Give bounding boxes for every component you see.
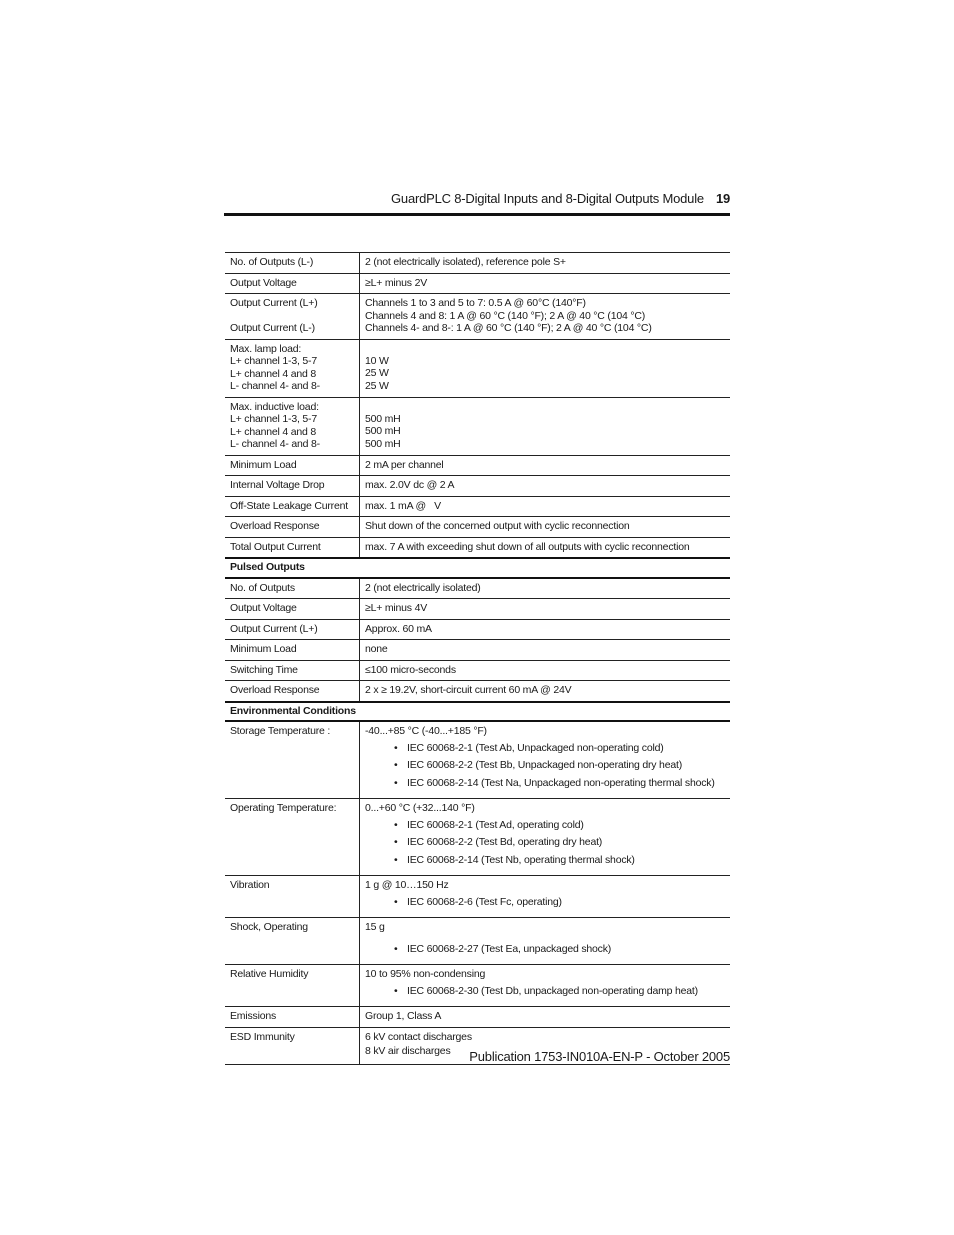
row-label: Operating Temperature: [225,799,360,876]
table-row [225,599,730,620]
row-value [360,799,731,876]
row-label: Storage Temperature : [225,721,360,799]
row-value: ≤100 micro-seconds [360,660,731,681]
row-label: Total Output Current [225,537,360,558]
table-row [225,660,730,681]
value-line: Channels 4 and 8: 1 A @ 60 °C (140 °F); 2 A @ 40 °C (104 °C) [365,309,646,322]
value-line: 10 W [365,354,389,367]
table-row [225,537,730,558]
row-value: Approx. 60 mA [360,619,731,640]
header-title: GuardPLC 8-Digital Inputs and 8-Digital Outputs Module [391,191,704,206]
value-line: 25 W [365,367,389,379]
list-item: • IEC 60068-2-27 (Test Ea, unpackaged shock) [407,943,725,956]
row-label: Output Current (L+) [225,619,360,640]
value-line: 1 g @ 10…150 Hz [365,879,449,891]
table-row [225,455,730,476]
table-row [225,517,730,538]
value-line: 15 g [365,921,385,933]
row-value: 2 mA per channel [360,455,731,476]
section-heading-pulsed [225,558,730,578]
row-value: max. 2.0V dc @ 2 A [360,476,731,497]
row-label: No. of Outputs (L-) [225,253,360,274]
row-label: Switching Time [225,660,360,681]
value-line: 500 mH [365,437,401,450]
list-item: • IEC 60068-2-2 (Test Bd, operating dry heat) [407,836,725,849]
row-label: Overload Response [225,681,360,702]
list-item: • IEC 60068-2-1 (Test Ab, Unpackaged non-operating cold) [407,742,725,755]
label-line: L+ channel 4 and 8 [230,367,317,380]
publication-info: Publication 1753-IN010A-EN-P - October 2005 [469,1049,730,1064]
row-value [360,339,731,397]
list-item: • IEC 60068-2-14 (Test Nb, operating thermal shock) [407,854,725,867]
row-label: Minimum Load [225,455,360,476]
table-row [225,681,730,702]
value-line: Channels 4- and 8-: 1 A @ 60 °C (140 °F); 2 A @ 40 °C (104 °C) [365,322,652,334]
page-footer [224,1049,730,1064]
page-number: 19 [715,191,730,206]
value-line: -40...+85 °C (-40...+185 °F) [365,725,487,737]
table-row [225,619,730,640]
table-row [225,578,730,599]
row-value: 2 (not electrically isolated), reference pole S+ [360,253,731,274]
row-label: No. of Outputs [225,578,360,599]
table-row [225,496,730,517]
row-label: Output Voltage [225,273,360,294]
row-value [360,965,731,1007]
label-line: Max. inductive load: [230,400,319,413]
table-row [225,397,730,455]
label-line: L+ channel 1-3, 5-7 [230,355,317,367]
table-row [225,640,730,661]
table-row [225,965,730,1007]
row-value [360,397,731,455]
list-item: • IEC 60068-2-1 (Test Ad, operating cold) [407,819,725,832]
row-value: 2 (not electrically isolated) [360,578,731,599]
value-line: 0...+60 °C (+32...140 °F) [365,802,475,814]
label-line: Output Current (L+) [230,297,318,309]
label-line: L+ channel 1-3, 5-7 [230,413,317,425]
row-value [360,876,731,918]
table-row [225,476,730,497]
label-line: L+ channel 4 and 8 [230,425,317,438]
row-value: Group 1, Class A [360,1007,731,1028]
table-row [225,294,730,340]
row-value [360,721,731,799]
label-line: L- channel 4- and 8- [230,438,320,450]
row-value: Shut down of the concerned output with cyclic reconnection [360,517,731,538]
row-value: ≥L+ minus 4V [360,599,731,620]
row-label [225,339,360,397]
table-row [225,721,730,799]
table-row [225,876,730,918]
section-title: Pulsed Outputs [225,558,730,578]
value-line: 6 kV contact discharges [365,1030,472,1043]
page-header [224,191,730,206]
row-label [225,294,360,340]
row-value [360,294,731,340]
table-row [225,918,730,965]
bullet-list [365,896,725,909]
list-item: • IEC 60068-2-30 (Test Db, unpackaged non-operating damp heat) [407,985,725,998]
value-line: Channels 1 to 3 and 5 to 7: 0.5 A @ 60°C (140°F) [365,297,586,309]
row-label: Minimum Load [225,640,360,661]
list-item: • IEC 60068-2-2 (Test Bb, Unpackaged non-operating dry heat) [407,759,725,772]
bullet-list [365,742,725,790]
header-rule [224,213,730,216]
row-value: ≥L+ minus 2V [360,273,731,294]
value-line: 10 to 95% non-condensing [365,968,486,980]
label-line: Max. lamp load: [230,342,302,355]
table-row [225,799,730,876]
bullet-list [365,985,725,998]
row-value: 2 x ≥ 19.2V, short-circuit current 60 mA @ 24V [360,681,731,702]
row-value [360,918,731,965]
value-line: 25 W [365,379,389,392]
row-label: Off-State Leakage Current [225,496,360,517]
label-line: Output Current (L-) [230,321,315,334]
row-label: Internal Voltage Drop [225,476,360,497]
bullet-list [365,819,725,867]
row-label: Shock, Operating [225,918,360,965]
row-value: max. 1 mA @ V [360,496,731,517]
section-heading-environmental [225,702,730,722]
list-item: • IEC 60068-2-14 (Test Na, Unpackaged non-operating thermal shock) [407,777,725,790]
bullet-list [365,943,725,956]
label-line: L- channel 4- and 8- [230,380,320,392]
row-label: Emissions [225,1007,360,1028]
section-title: Environmental Conditions [225,702,730,722]
table-row [225,253,730,274]
row-value: max. 7 A with exceeding shut down of all outputs with cyclic reconnection [360,537,731,558]
row-value: none [360,640,731,661]
list-item: • IEC 60068-2-6 (Test Fc, operating) [407,896,725,909]
value-line: 500 mH [365,425,401,437]
value-line: 500 mH [365,412,401,425]
row-label: Output Voltage [225,599,360,620]
table-row [225,339,730,397]
row-label [225,397,360,455]
row-label: Vibration [225,876,360,918]
table-row [225,273,730,294]
spec-table [225,252,730,1065]
row-label: Overload Response [225,517,360,538]
row-label: ESD Immunity [225,1027,360,1064]
row-label: Relative Humidity [225,965,360,1007]
table-row [225,1007,730,1028]
value-line: 8 kV air discharges [365,1045,451,1057]
